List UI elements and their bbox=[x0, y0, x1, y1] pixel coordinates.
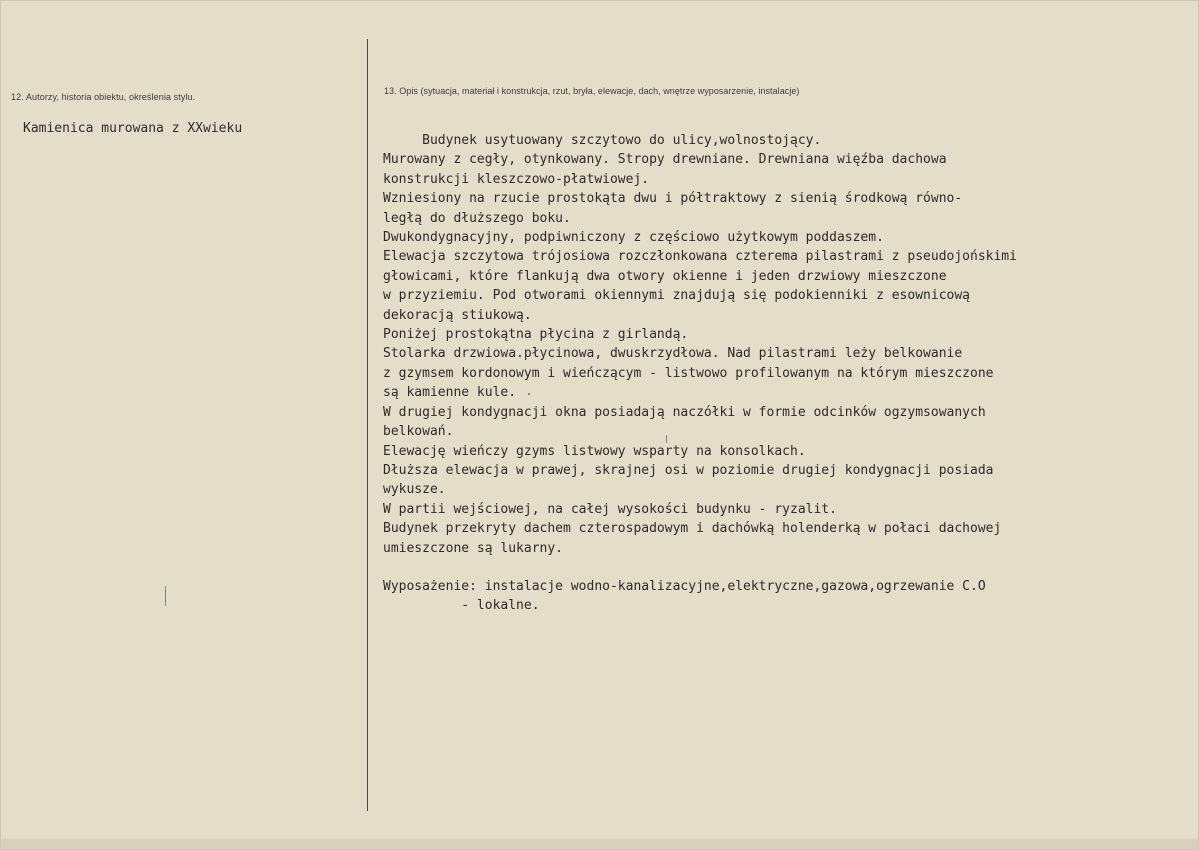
description-line: Murowany z cegły, otynkowany. Stropy drewniane. Drewniana więźba dachowa bbox=[383, 152, 947, 168]
equipment-line: - lokalne. bbox=[383, 598, 540, 614]
description-line: belkowań. bbox=[383, 424, 454, 440]
paper-mark bbox=[528, 393, 530, 395]
description-line: wykusze. bbox=[383, 482, 446, 498]
section-13-header: 13. Opis (sytuacja, materiał i konstrukcja, rzut, bryła, elewacje, dach, wnętrze wyposarzenie, instalacje) bbox=[384, 86, 800, 96]
description-line: Poniżej prostokątna płycina z girlandą. bbox=[383, 327, 689, 343]
description-line: konstrukcji kleszczowo-płatwiowej. bbox=[383, 171, 650, 187]
section-12-text: Kamienica murowana z XXwieku bbox=[23, 121, 243, 136]
description-line: z gzymsem kordonowym i wieńczącym - listwowo profilowanym na którym mieszczone bbox=[383, 365, 994, 381]
description-line: umieszczone są lukarny. bbox=[383, 540, 564, 556]
equipment-section bbox=[383, 577, 986, 616]
description-line: Dwukondygnacyjny, podpiwniczony z częściowo użytkowym poddaszem. bbox=[383, 230, 884, 246]
section-13-description bbox=[383, 131, 1017, 558]
description-line: Dłuższa elewacja w prawej, skrajnej osi w poziomie drugiej kondygnacji posiada bbox=[383, 462, 994, 478]
equipment-line: Wyposażenie: instalacje wodno-kanalizacyjne,elektryczne,gazowa,ogrzewanie C.O bbox=[383, 579, 986, 594]
description-line: są kamienne kule. bbox=[383, 385, 517, 401]
description-line: Elewacja szczytowa trójosiowa rozczłonkowana czterema pilastrami z pseudojońskimi bbox=[383, 249, 1017, 265]
description-line: dekoracją stiukową. bbox=[383, 307, 532, 323]
description-line: W drugiej kondygnacji okna posiadają naczółki w formie odcinków ogzymsowanych bbox=[383, 404, 986, 420]
paper-mark bbox=[666, 435, 667, 443]
paper-mark bbox=[165, 586, 166, 606]
section-12-header: 12. Autorzy, historia obiektu, określenia stylu. bbox=[11, 92, 196, 102]
description-line: głowicami, które flankują dwa otwory okienne i jeden drzwiowy mieszczone bbox=[383, 268, 947, 284]
description-line: Elewację wieńczy gzyms listwowy wsparty na konsolkach. bbox=[383, 443, 806, 459]
description-line: ległą do dłuższego boku. bbox=[383, 210, 571, 226]
description-line: w przyziemiu. Pod otworami okiennymi znajdują się podokienniki z esownicową bbox=[383, 288, 970, 304]
column-divider bbox=[367, 39, 368, 811]
description-line: Wzniesiony na rzucie prostokąta dwu i półtraktowy z sienią środkową równo- bbox=[383, 191, 963, 207]
description-line: Stolarka drzwiowa.płycinowa, dwuskrzydłowa. Nad pilastrami leży belkowanie bbox=[383, 346, 963, 362]
description-line: Budynek przekryty dachem czterospadowym i dachówką holenderką w połaci dachowej bbox=[383, 521, 1002, 537]
description-line: Budynek usytuowany szczytowo do ulicy,wolnostojący. bbox=[383, 133, 822, 148]
description-line: W partii wejściowej, na całej wysokości budynku - ryzalit. bbox=[383, 501, 837, 517]
